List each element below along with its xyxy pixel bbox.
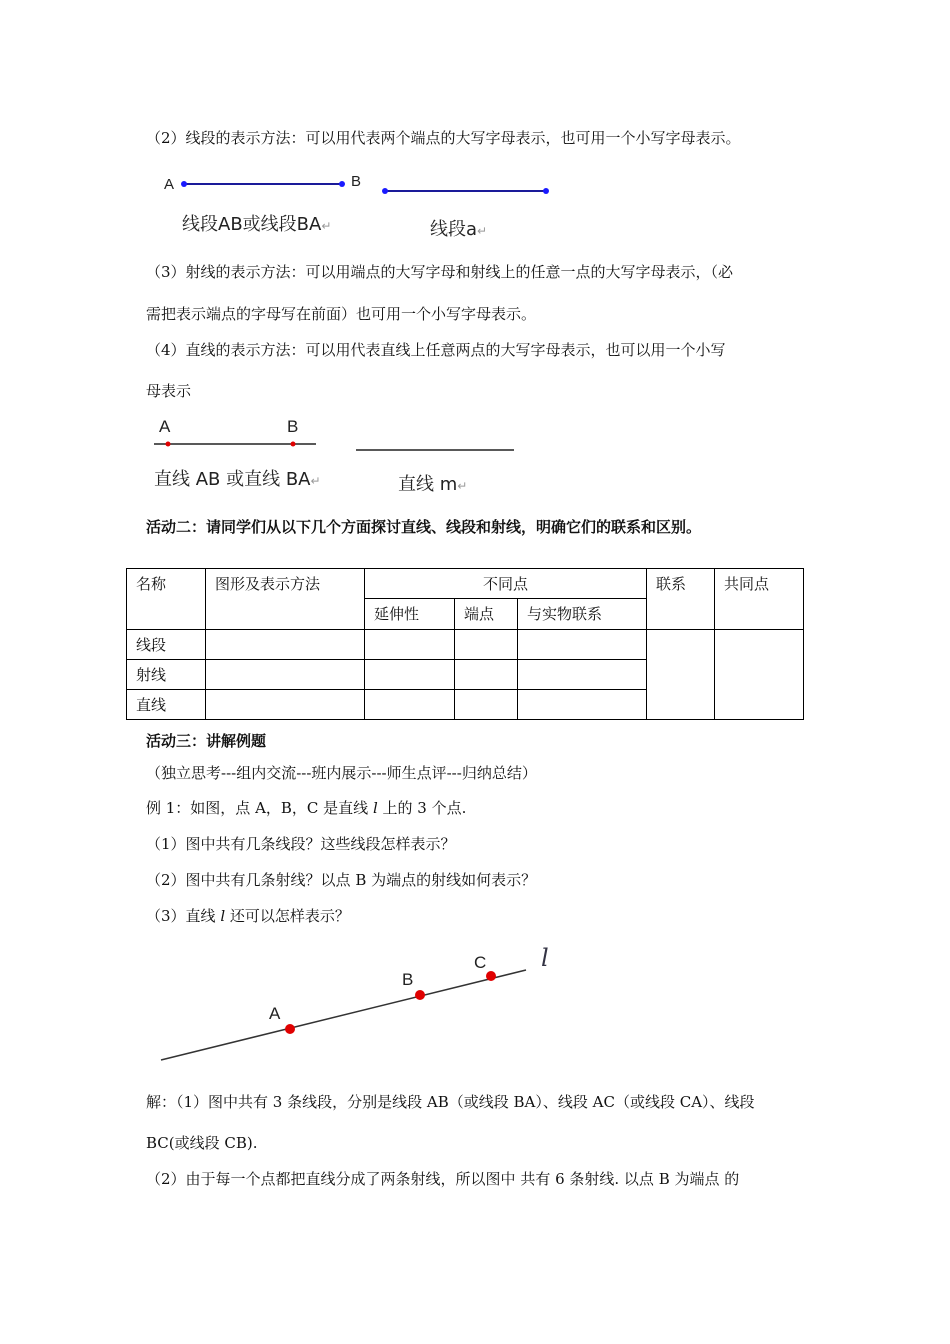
solution-1b: BC(或线段 CB). (146, 1134, 258, 1152)
cell-relation-merged (647, 630, 715, 720)
cell-empty (518, 630, 647, 660)
question-3: （3）直线 l 还可以怎样表示？ (146, 907, 350, 925)
para-ray-notation-1: （3）射线的表示方法：可以用端点的大写字母和射线上的任意一点的大写字母表示，（必 (146, 263, 734, 281)
activity-two-heading: 活动二：请同学们从以下几个方面探讨直线、线段和射线，明确它们的联系和区别。 (146, 518, 702, 536)
question-2: （2）图中共有几条射线？以点 B 为端点的射线如何表示？ (146, 871, 537, 889)
example-line-l (161, 970, 526, 1060)
example-point-c-label: C (474, 953, 487, 972)
cell-empty (206, 660, 365, 690)
segment-point-a-label: A (164, 176, 175, 193)
cell-empty (365, 690, 455, 720)
cell-common-merged (715, 630, 804, 720)
header-extension: 延伸性 (365, 599, 455, 630)
comparison-table (126, 568, 804, 720)
example-point-c (486, 971, 496, 981)
header-endpoint: 端点 (455, 599, 518, 630)
segment-point-b-label: B (351, 173, 362, 190)
example-line-label: l (541, 944, 549, 972)
segment-a-right-end (543, 188, 549, 194)
row-label-segment: 线段 (127, 630, 206, 660)
example-drawing (150, 960, 550, 1070)
cell-empty (206, 630, 365, 660)
segment-point-b (339, 181, 345, 187)
cell-empty (365, 630, 455, 660)
example-intro: 例 1：如图，点 A，B，C 是直线 l 上的 3 个点. (146, 799, 467, 817)
row-label-ray: 射线 (127, 660, 206, 690)
segment-point-a (181, 181, 187, 187)
para-ray-notation-2: 需把表示端点的字母写在前面）也可用一个小写字母表示。 (146, 305, 537, 323)
activity-three-heading: 活动三：讲解例题 (146, 732, 267, 750)
cell-empty (455, 660, 518, 690)
cell-empty (365, 660, 455, 690)
example-point-a-label: A (269, 1004, 281, 1023)
para-segment-notation: （2）线段的表示方法：可以用代表两个端点的大写字母表示，也可用一个小写字母表示。 (146, 129, 741, 147)
para-line-notation-2: 母表示 (146, 382, 192, 400)
solution-1a: 解：（1）图中共有 3 条线段，分别是线段 AB（或线段 BA）、线段 AC（或线段 CA）、线段 (146, 1093, 755, 1111)
cell-empty (206, 690, 365, 720)
example-point-a (285, 1024, 295, 1034)
solution-2: （2）由于每一个点都把直线分成了两条射线，所以图中 共有 6 条射线. 以点 B 为端点 的 (146, 1170, 740, 1188)
line-point-a (166, 442, 171, 447)
segment-caption-1: 线段AB或线段BA↵ (182, 214, 332, 235)
header-real-world: 与实物联系 (518, 599, 647, 630)
example-point-b-label: B (402, 970, 414, 989)
line-caption-1: 直线 AB 或直线 BA↵ (154, 469, 321, 490)
segment-a-left-end (382, 188, 388, 194)
line-point-b-label: B (287, 417, 299, 436)
question-1: （1）图中共有几条线段？这些线段怎样表示？ (146, 835, 456, 853)
segment-caption-2: 线段a↵ (430, 219, 488, 240)
para-line-notation-1: （4）直线的表示方法：可以用代表直线上任意两点的大写字母表示，也可以用一个小写 (146, 341, 726, 359)
cell-empty (455, 690, 518, 720)
line-point-a-label: A (159, 417, 171, 436)
header-figure: 图形及表示方法 (206, 569, 365, 630)
example-point-b (415, 990, 425, 1000)
cell-empty (518, 660, 647, 690)
cell-empty (455, 630, 518, 660)
row-label-line: 直线 (127, 690, 206, 720)
line-caption-2: 直线 m↵ (398, 474, 468, 495)
header-difference: 不同点 (365, 569, 647, 599)
header-common: 共同点 (715, 569, 804, 630)
line-point-b (291, 442, 296, 447)
header-name: 名称 (127, 569, 206, 630)
line-drawing (150, 430, 530, 460)
header-relation: 联系 (647, 569, 715, 630)
cell-empty (518, 690, 647, 720)
process-steps: （独立思考---组内交流---班内展示---师生点评---归纳总结） (146, 764, 537, 782)
